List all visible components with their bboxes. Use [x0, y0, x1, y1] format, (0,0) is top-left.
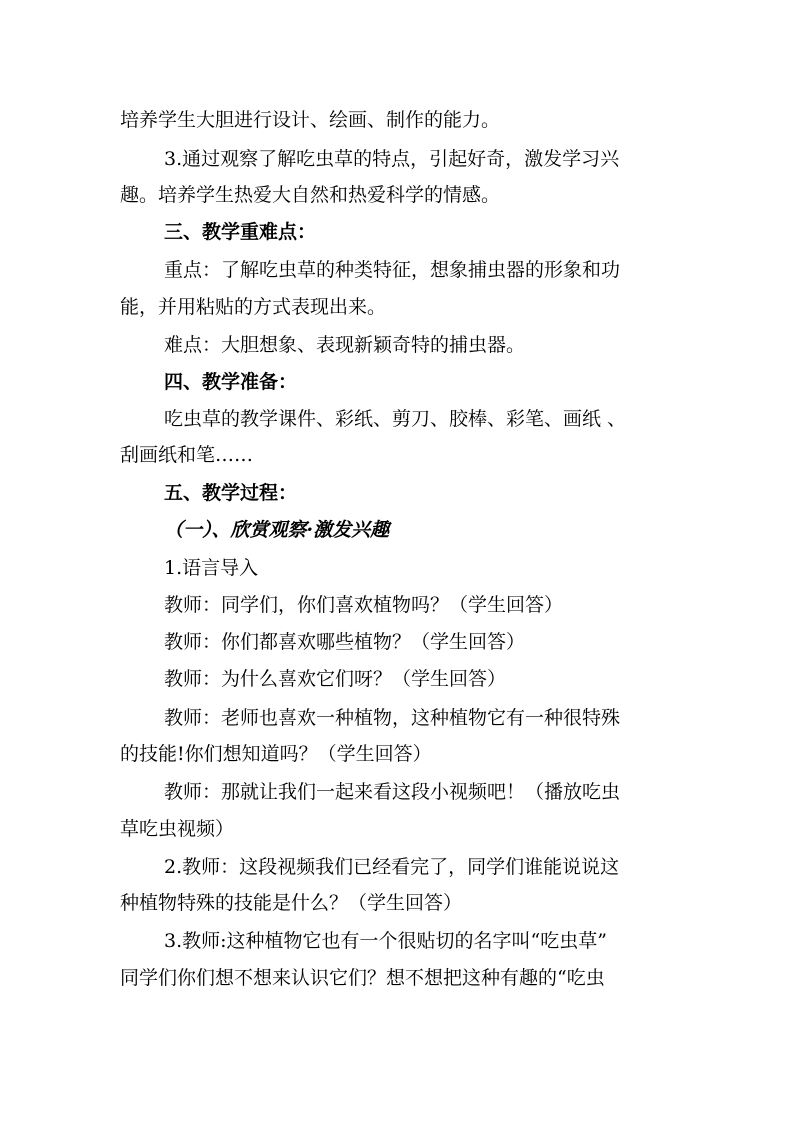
paragraph-line: 培养学生大胆进行设计、绘画、制作的能力。: [120, 109, 501, 131]
paragraph-line: 3.教师:这种植物它也有一个很贴切的名字叫“吃虫草”: [164, 930, 607, 952]
paragraph-line: 2.教师：这段视频我们已经看完了，同学们谁能说说这: [164, 856, 620, 878]
paragraph-line: 3.通过观察了解吃虫草的特点，引起好奇，激发学习兴: [164, 148, 620, 170]
paragraph-line: 教师：同学们，你们喜欢植物吗？（学生回答）: [164, 594, 564, 616]
paragraph-line: 教师：那就让我们一起来看这段小视频吧！（播放吃虫: [164, 781, 621, 803]
paragraph-line: 同学们你们想不想来认识它们？想不想把这种有趣的“吃虫: [120, 967, 605, 989]
paragraph-line: 难点：大胆想象、表现新颖奇特的捕虫器。: [164, 334, 526, 356]
paragraph-line: 趣。培养学生热爱大自然和热爱科学的情感。: [120, 184, 501, 206]
subsection-heading: （一）、欣赏观察·激发兴趣: [164, 519, 390, 541]
paragraph-line: 教师：你们都喜欢哪些植物？（学生回答）: [164, 631, 526, 653]
paragraph-line: 能，并用粘贴的方式表现出来。: [120, 296, 387, 318]
paragraph-line: 的技能!你们想知道吗？（学生回答）: [120, 743, 432, 765]
paragraph-line: 教师：为什么喜欢它们呀？（学生回答）: [164, 668, 507, 690]
paragraph-line: 草吃虫视频）: [120, 818, 235, 840]
section-heading: 五、教学过程：: [164, 482, 298, 504]
section-heading: 四、教学准备：: [164, 371, 298, 393]
paragraph-line: 重点：了解吃虫草的种类特征，想象捕虫器的形象和功: [164, 259, 621, 281]
section-heading: 三、教学重难点：: [164, 221, 317, 243]
paragraph-line: 教师：老师也喜欢一种植物，这种植物它有一种很特殊: [164, 707, 621, 729]
paragraph-line: 吃虫草的教学课件、彩纸、剪刀、胶棒、彩笔、画纸 、: [164, 408, 627, 430]
paragraph-line: 种植物特殊的技能是什么？（学生回答）: [120, 892, 463, 914]
paragraph-line: 刮画纸和笔……: [120, 444, 254, 466]
paragraph-line: 1.语言导入: [164, 557, 259, 579]
